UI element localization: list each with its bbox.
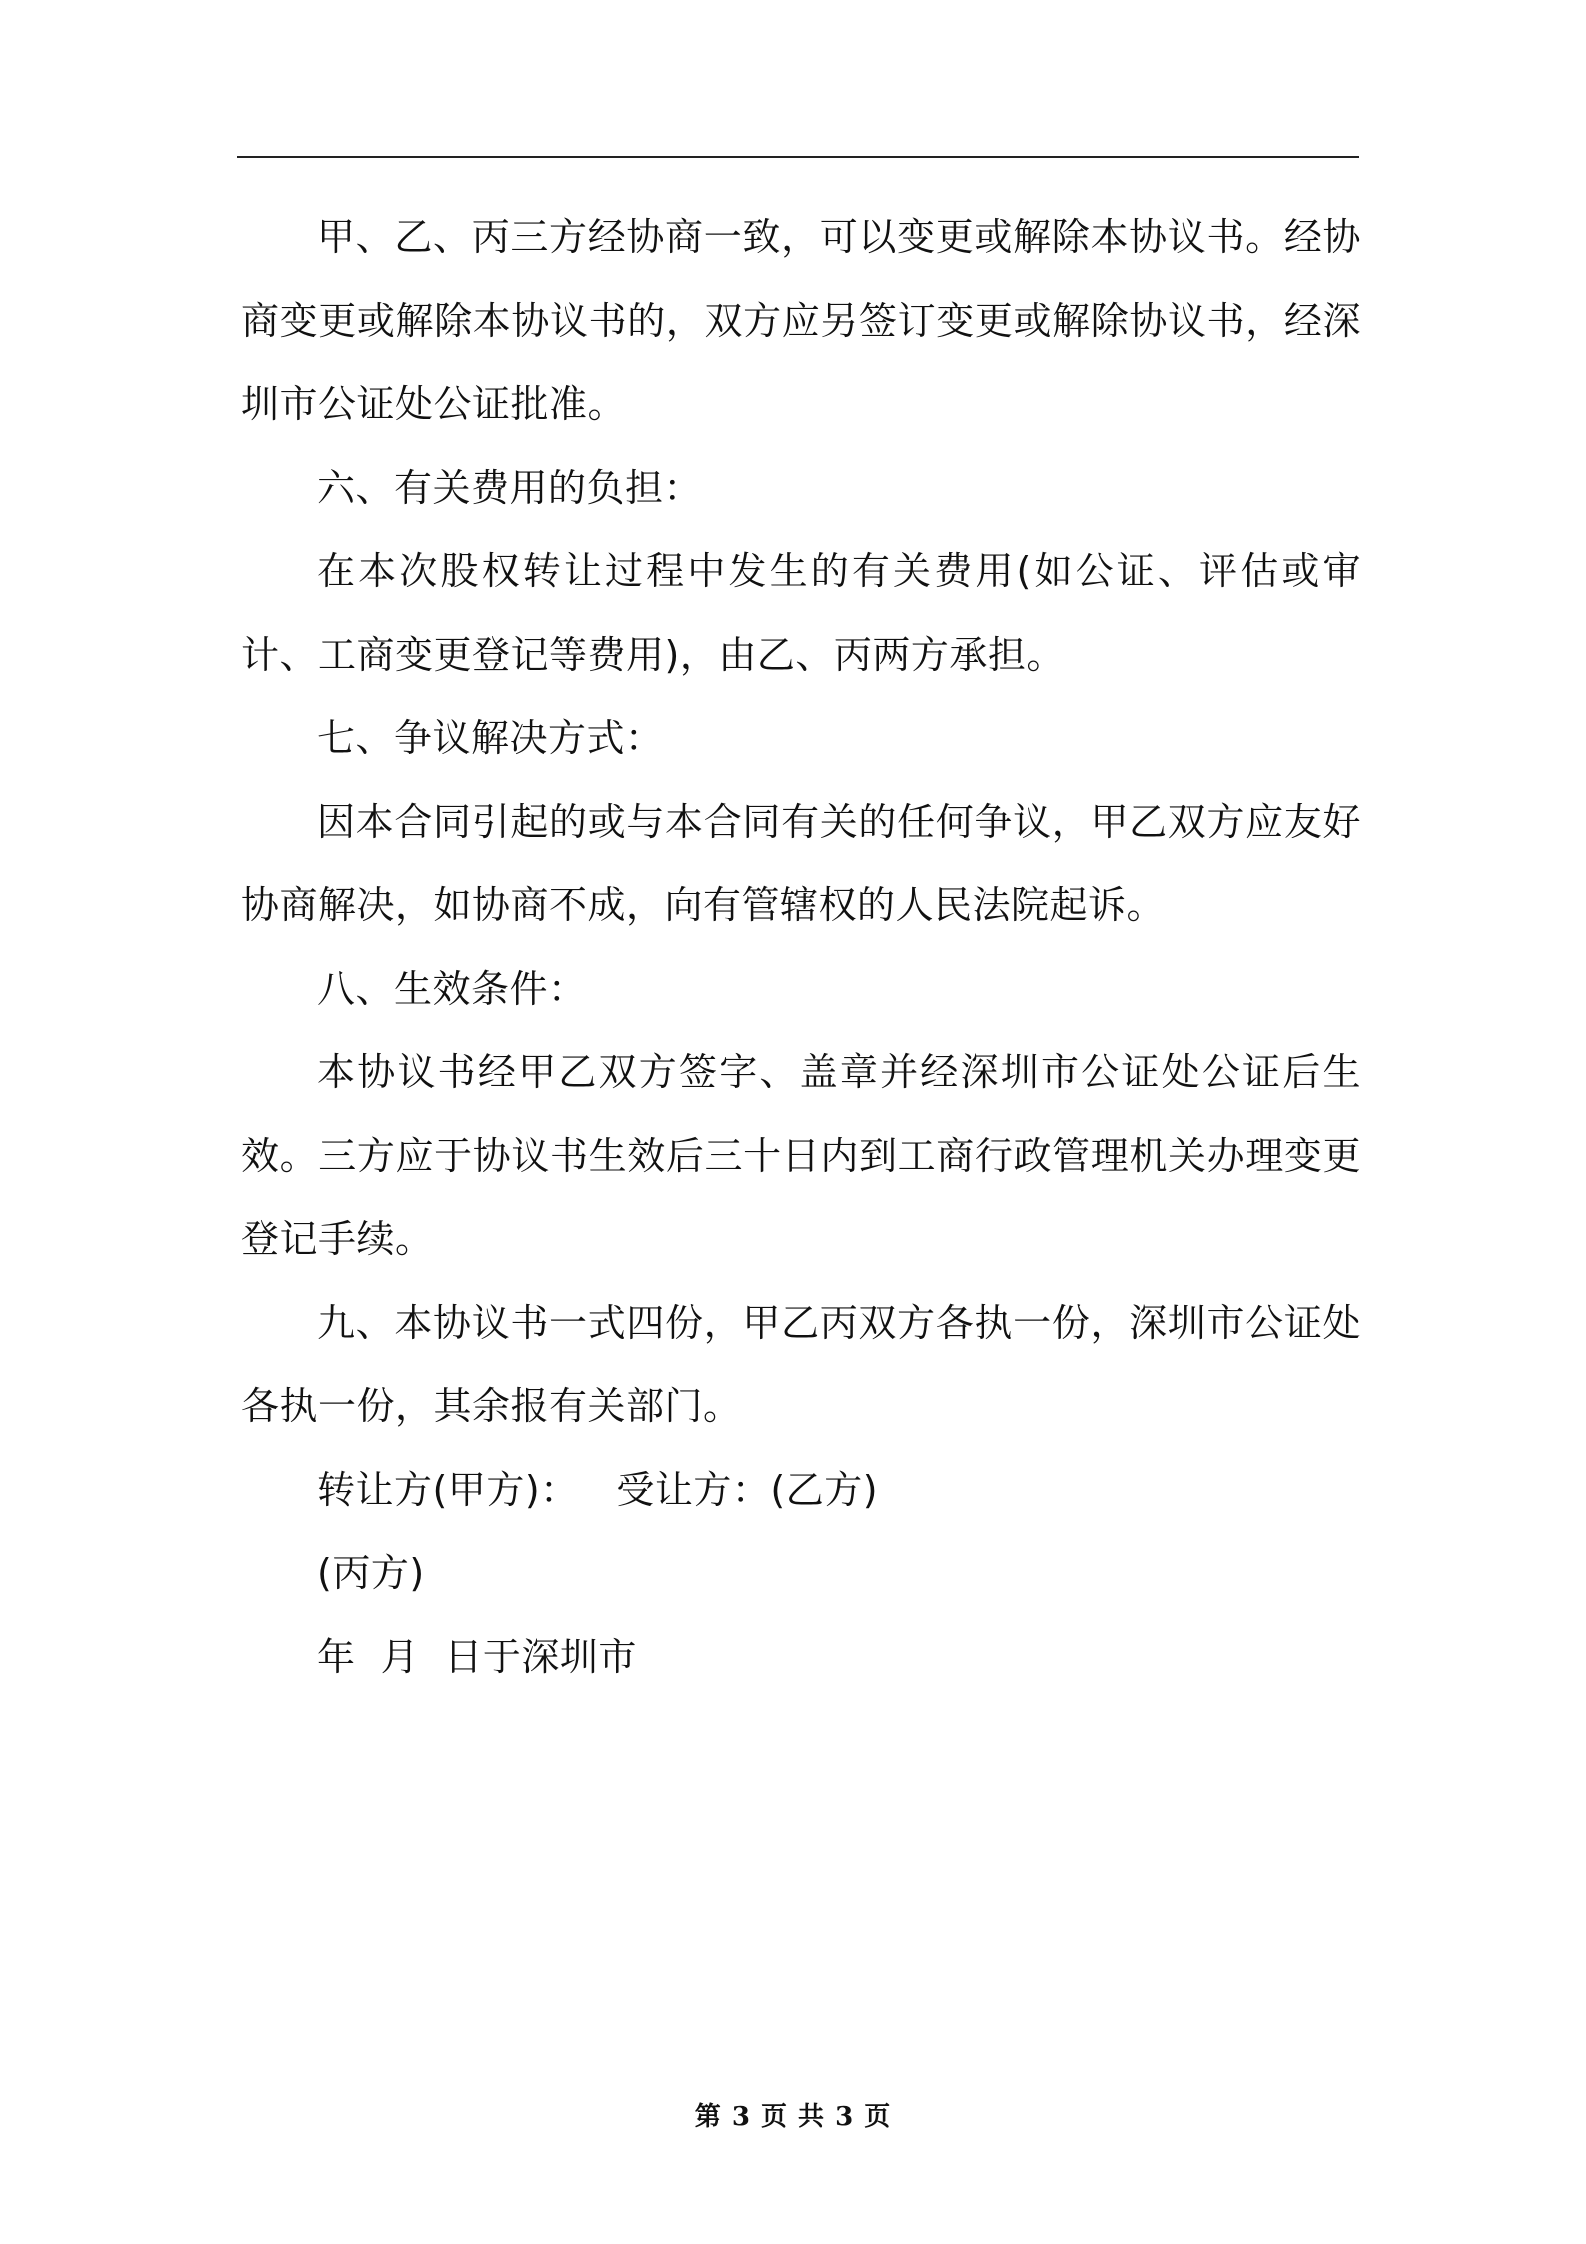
signature-third-party-line: (丙方) [317,1551,425,1595]
section-heading-fees: 六、有关费用的负担： [317,465,703,510]
document-body [241,196,1361,1699]
paragraph-fees: 在本次股权转让过程中发生的有关费用(如公证、评估或审计、工商变更登记等费用)，由乙、丙两方承担。 [241,549,1361,677]
page-number-footer: 第 3 页 共 3 页 [694,2102,892,2132]
paragraph-amendment: 甲、乙、丙三方经协商一致，可以变更或解除本协议书。经协商变更或解除本协议书的，双方应另签订变更或解除协议书，经深圳市公证处公证批准。 [241,215,1361,426]
signature-date-line: 年 月 日于深圳市 [317,1634,637,1679]
signature-parties-line: 转让方(甲方)： 受让方：(乙方) [317,1467,879,1512]
section-heading-effect: 八、生效条件： [317,966,587,1011]
header-divider [237,156,1359,158]
paragraph-dispute: 因本合同引起的或与本合同有关的任何争议，甲乙双方应友好协商解决，如协商不成，向有管辖权的人民法院起诉。 [241,799,1361,927]
paragraph-copies: 九、本协议书一式四份，甲乙丙双方各执一份，深圳市公证处各执一份，其余报有关部门。 [241,1300,1361,1428]
paragraph-effect: 本协议书经甲乙双方签字、盖章并经深圳市公证处公证后生效。三方应于协议书生效后三十日内到工商行政管理机关办理变更登记手续。 [241,1050,1361,1261]
section-heading-dispute: 七、争议解决方式： [317,716,664,760]
